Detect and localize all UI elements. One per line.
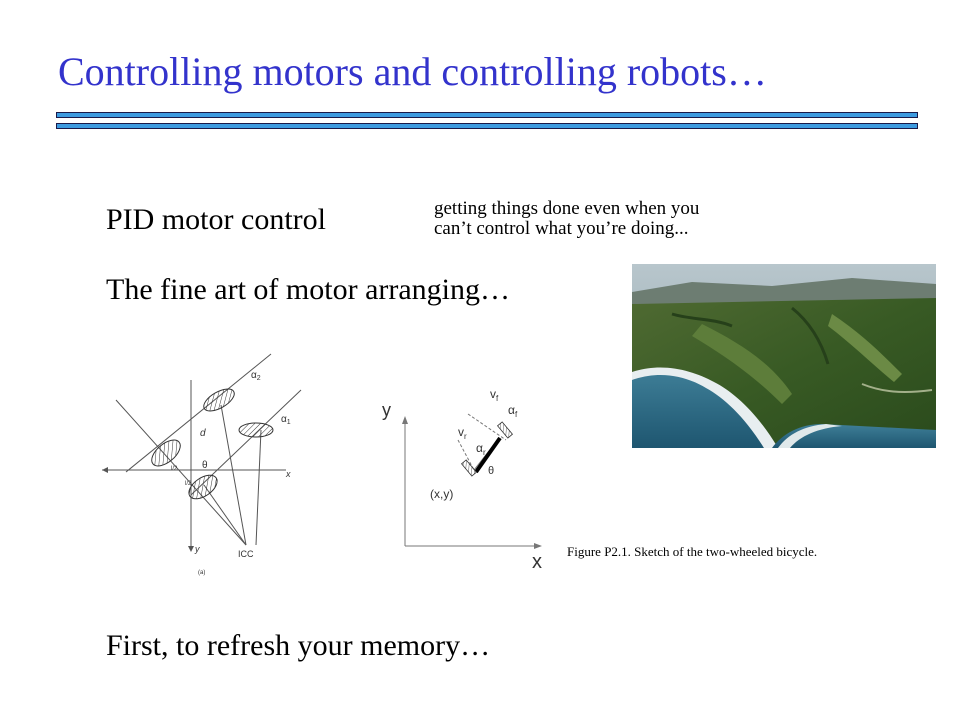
rear-wheel	[462, 460, 477, 476]
label-icc: ICC	[238, 549, 254, 559]
bullet-refresh-memory: First, to refresh your memory…	[106, 629, 491, 662]
y-axis-arrow	[402, 416, 408, 424]
bullet-motor-arranging: The fine art of motor arranging…	[106, 273, 511, 306]
differential-drive-diagram	[96, 350, 316, 580]
label-alpha-2: $\alpha_2$	[251, 370, 261, 382]
aerial-coast-photo	[632, 264, 936, 448]
wheel-right	[239, 423, 273, 437]
label-theta: θ	[202, 460, 208, 471]
label-a: (a)	[198, 570, 206, 576]
label-alpha-1: $\alpha_1$	[281, 414, 291, 426]
label-alpha-r: $\alpha_r$	[476, 441, 486, 457]
title-rule-top	[56, 112, 918, 118]
label-v-f: $v_f$	[490, 387, 499, 403]
bullet-pid-motor-control: PID motor control	[106, 203, 326, 236]
title-rule-bottom	[56, 123, 918, 129]
label-x: x	[286, 469, 291, 479]
label-xy: (x,y)	[430, 487, 454, 501]
x-axis-arrow	[534, 543, 542, 549]
axis-label-y: y	[382, 400, 391, 420]
label-y: y	[195, 544, 200, 554]
side-note-line-2: can’t control what you’re doing...	[434, 218, 689, 239]
wheel-bottom	[185, 470, 222, 503]
wheel-top	[200, 385, 237, 416]
x-axis-arrow-left	[102, 467, 108, 473]
label-alpha-f: $\alpha_f$	[508, 403, 518, 419]
label-l2-bottom: l/2	[185, 481, 192, 487]
side-note-line-1: getting things done even when you	[434, 198, 700, 219]
y-axis-arrow-down	[188, 546, 194, 552]
axis-label-x: x	[532, 551, 542, 570]
label-d: d	[200, 428, 206, 439]
front-wheel	[498, 422, 513, 438]
label-v-r: $v_r$	[458, 425, 467, 441]
side-note	[434, 199, 699, 239]
slide-title: Controlling motors and controlling robots…	[58, 49, 767, 94]
figure-caption: Figure P2.1. Sketch of the two-wheeled bicycle.	[567, 544, 818, 559]
bicycle-sketch-diagram	[370, 384, 570, 570]
label-theta-b: θ	[488, 465, 495, 477]
label-l2-left: l/2	[171, 466, 178, 472]
